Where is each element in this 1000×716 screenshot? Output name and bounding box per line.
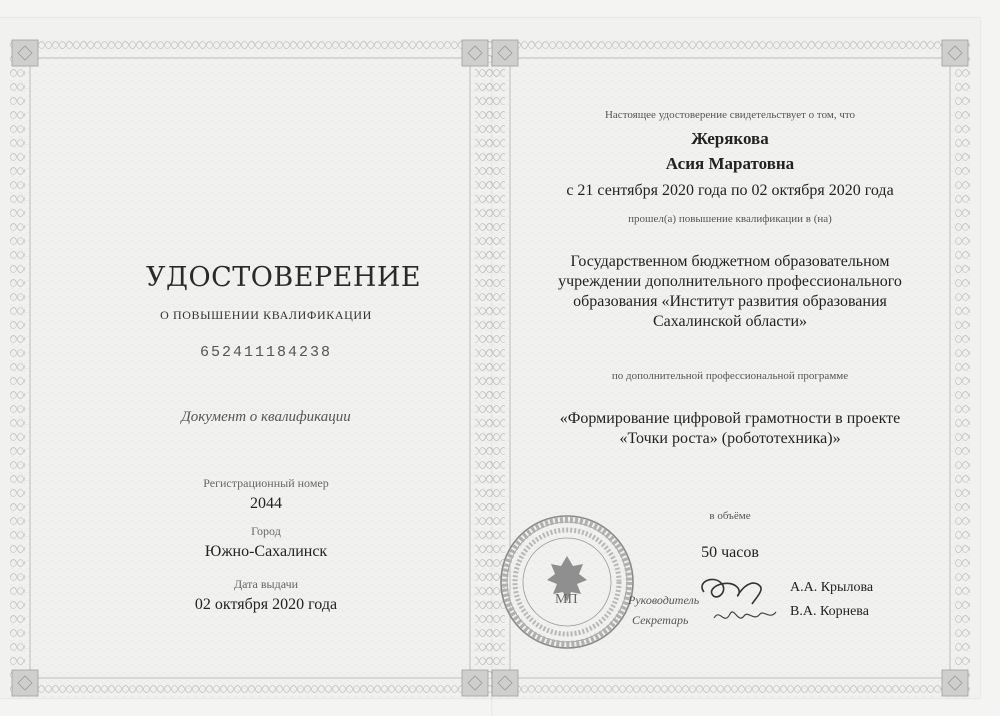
program-label: по дополнительной профессиональной программе	[611, 370, 849, 382]
director-name: А.А. Крылова	[790, 580, 874, 595]
intro-text: Настоящее удостоверение свидетельствует о том, что	[604, 109, 856, 121]
secretary-label: Секретарь	[632, 613, 689, 627]
volume-value: 50 часов	[701, 544, 759, 561]
city: Южно-Сахалинск	[204, 543, 328, 560]
institution-line-2: учреждении дополнительного профессионального	[558, 273, 902, 290]
recipient-surname: Жерякова	[691, 129, 769, 148]
program-line-1: «Формирование цифровой грамотности в проекте	[559, 410, 901, 427]
institution-line-1: Государственном бюджетном образовательном	[570, 253, 890, 270]
recipient-given-names: Асия Маратовна	[665, 154, 795, 173]
registration-number: 2044	[250, 495, 282, 512]
certificate-subtitle: О ПОВЫШЕНИИ КВАЛИФИКАЦИИ	[160, 308, 372, 322]
institution-line-4: Сахалинской области»	[652, 313, 808, 330]
issue-date: 02 октября 2020 года	[194, 596, 338, 613]
institution-line-3: образования «Институт развития образования	[573, 293, 887, 310]
stamp-label: МП	[555, 592, 578, 607]
secretary-name: В.А. Корнева	[790, 604, 869, 619]
director-label: Руководитель	[628, 593, 700, 607]
volume-label: в объёме	[709, 510, 751, 522]
certificate-title: УДОСТОВЕРЕНИЕ	[146, 262, 422, 293]
training-period: с 21 сентября 2020 года по 02 октября 2020 года	[566, 182, 894, 199]
city-label: Город	[251, 524, 281, 538]
program-line-2: «Точки роста» (робототехника)»	[619, 430, 841, 447]
secretary-signature-icon	[710, 600, 780, 630]
passed-label: прошел(а) повышение квалификации в (на)	[628, 213, 832, 225]
issue-date-label: Дата выдачи	[233, 577, 299, 591]
page-fold	[491, 56, 493, 716]
registration-label: Регистрационный номер	[203, 476, 329, 490]
document-type: Документ о квалификации	[181, 409, 351, 425]
serial-number: 652411184238	[199, 344, 333, 361]
official-stamp	[497, 512, 637, 652]
